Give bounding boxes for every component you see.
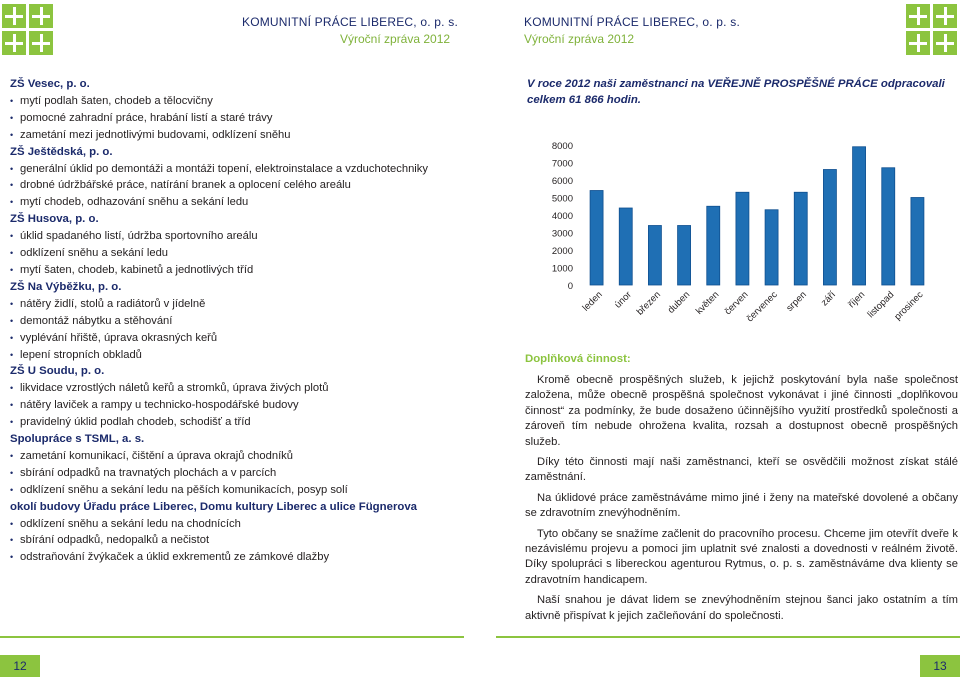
list-item: • odklízení sněhu a sekání ledu na pěších komunikacích, posyp solí <box>10 482 465 499</box>
section-heading: ZŠ U Soudu, p. o. <box>10 365 105 378</box>
list-item: • mytí podlah šaten, chodeb a tělocvičny <box>10 93 465 110</box>
list-item: • lepení stropních obkladů <box>10 347 465 364</box>
list-item: • drobné údržbářské práce, natírání branek a oplocení celého areálu <box>10 177 465 194</box>
x-tick-label: srpen <box>784 289 809 314</box>
header-subtitle-right: Výroční zpráva 2012 <box>524 32 635 46</box>
list-item: • generální úklid po demontáži a montáži topení, elektroinstalace a vzduchotechniky <box>10 161 465 178</box>
list-item: • zametání komunikací, čištění a úprava okrajů chodníků <box>10 448 465 465</box>
paragraph: Naší snahou je dávat lidem se znevýhodněním stejnou šanci jako ostatním a tím aktivně přispívat k jejich začleňování do společnosti. <box>525 594 958 622</box>
y-tick-label: 6000 <box>551 176 573 187</box>
x-tick-label: listopad <box>865 289 897 321</box>
left-column <box>10 76 465 566</box>
logo-right <box>906 4 958 56</box>
x-tick-label: leden <box>580 289 605 314</box>
bar <box>794 192 807 285</box>
list-item: • nátěry laviček a rampy u technicko-hospodářské budovy <box>10 397 465 414</box>
page-number-right: 13 <box>920 655 960 677</box>
y-tick-label: 7000 <box>551 158 573 170</box>
bar <box>853 147 866 285</box>
list-item: • sbírání odpadků na travnatých plochách a v parcích <box>10 465 465 482</box>
x-tick-label: září <box>819 289 839 309</box>
list-item: • pomocné zahradní práce, hrabání listí a staré trávy <box>10 110 465 127</box>
list-item: • likvidace vzrostlých náletů keřů a stromků, úprava živých plotů <box>10 380 465 397</box>
y-tick-label: 0 <box>567 281 573 292</box>
y-tick-label: 3000 <box>551 228 573 240</box>
list-item: • nátěry židlí, stolů a radiátorů v jídelně <box>10 296 465 313</box>
list-item: • odklízení sněhu a sekání ledu na chodnících <box>10 516 465 533</box>
paragraph: Kromě obecně prospěšných služeb, k jejichž poskytování byla naše společnost založena, může obecně prospěšná společnost vykonávat i jiné činnosti „doplňkovou činnost“ za podmínky, že bude dosaženo účinnějšího využití prostředků společnosti a zároveň tím nebude ohrožena kvalita, rozsah a dostupnost obecně prospěšných služeb. <box>525 374 958 448</box>
x-tick-label: říjen <box>846 289 868 311</box>
footer-rule-left <box>0 636 464 638</box>
page-number-left: 12 <box>0 655 40 677</box>
y-tick-label: 8000 <box>551 141 573 152</box>
section-heading: ZŠ Ještědská, p. o. <box>10 145 113 158</box>
list-item: • mytí šaten, chodeb, kabinetů a jednotlivých tříd <box>10 262 465 279</box>
y-tick-label: 2000 <box>551 246 573 257</box>
bar <box>736 192 749 285</box>
x-tick-label: červen <box>722 289 751 318</box>
hours-bar-chart <box>527 133 947 348</box>
bar <box>823 170 836 286</box>
list-item: • zametání mezi jednotlivými budovami, odklízení sněhu <box>10 127 465 144</box>
header-title-left: KOMUNITNÍ PRÁCE LIBEREC, o. p. s. <box>242 15 458 29</box>
right-text <box>525 373 958 629</box>
list-item: • vyplévání hřiště, úprava okrasných keřů <box>10 330 465 347</box>
list-item: • sbírání odpadků, nedopalků a nečistot <box>10 532 465 549</box>
y-tick-label: 4000 <box>551 211 573 222</box>
bar <box>882 168 895 285</box>
section-heading: ZŠ Vesec, p. o. <box>10 78 90 90</box>
paragraph: Na úklidové práce zaměstnáváme mimo jiné i ženy na mateřské dovolené a občany se zdravotním znevýhodněním. <box>525 491 958 520</box>
section-heading: okolí budovy Úřadu práce Liberec, Domu kultury Liberec a ulice Fügnerova <box>10 500 417 513</box>
x-tick-label: květen <box>693 289 722 317</box>
intro-text: V roce 2012 naši zaměstnanci na VEŘEJNĚ PROSPĚŠNÉ PRÁCE odpracovali celkem 61 866 hodin. <box>527 78 945 106</box>
footer-rule-right <box>496 636 960 638</box>
x-tick-label: únor <box>612 289 634 311</box>
list-item: • odklízení sněhu a sekání ledu <box>10 245 465 262</box>
paragraph: Díky této činnosti mají naši zaměstnanci, kteří se osvědčili možnost získat stálé zaměstnání. <box>525 456 958 484</box>
x-tick-label: prosinec <box>892 289 926 323</box>
header-subtitle-left: Výroční zpráva 2012 <box>340 32 451 46</box>
list-item: • mytí chodeb, odhazování sněhu a sekání ledu <box>10 194 465 211</box>
header-title-right: KOMUNITNÍ PRÁCE LIBEREC, o. p. s. <box>524 15 740 29</box>
bar <box>911 198 924 286</box>
section-heading: ZŠ Na Výběžku, p. o. <box>10 280 122 293</box>
paragraph: Tyto občany se snažíme začlenit do pracovního procesu. Chceme jim otevřít dveře k nezávislému projevu a pomoci jim uplatnit své znalosti a dovednosti v reálném životě. Díky spolupráci s libereckou agenturou Rytmus, o. p. s. zaměstnáváme dva klienty se zdravotním handicapem. <box>525 527 958 586</box>
list-item: • odstraňování žvýkaček a úklid exkrementů ze zámkové dlažby <box>10 549 465 566</box>
y-tick-label: 5000 <box>551 193 573 205</box>
logo-left <box>2 4 54 56</box>
bar <box>678 226 691 286</box>
x-tick-label: březen <box>634 289 664 318</box>
section-heading: ZŠ Husova, p. o. <box>10 213 99 226</box>
section-title: Doplňková činnost: <box>525 353 631 365</box>
section-heading: Spolupráce s TSML, a. s. <box>10 433 145 446</box>
y-tick-label: 1000 <box>551 263 573 275</box>
bar <box>648 226 661 286</box>
list-item: • pravidelný úklid podlah chodeb, schodišť a tříd <box>10 414 465 431</box>
list-item: • úklid spadaného listí, údržba sportovního areálu <box>10 228 465 245</box>
x-tick-label: duben <box>665 289 693 316</box>
list-item: • demontáž nábytku a stěhování <box>10 313 465 330</box>
bar <box>590 191 603 286</box>
bar <box>765 210 778 285</box>
bar <box>707 206 720 285</box>
bar <box>619 208 632 285</box>
x-tick-label: červenec <box>744 289 780 325</box>
